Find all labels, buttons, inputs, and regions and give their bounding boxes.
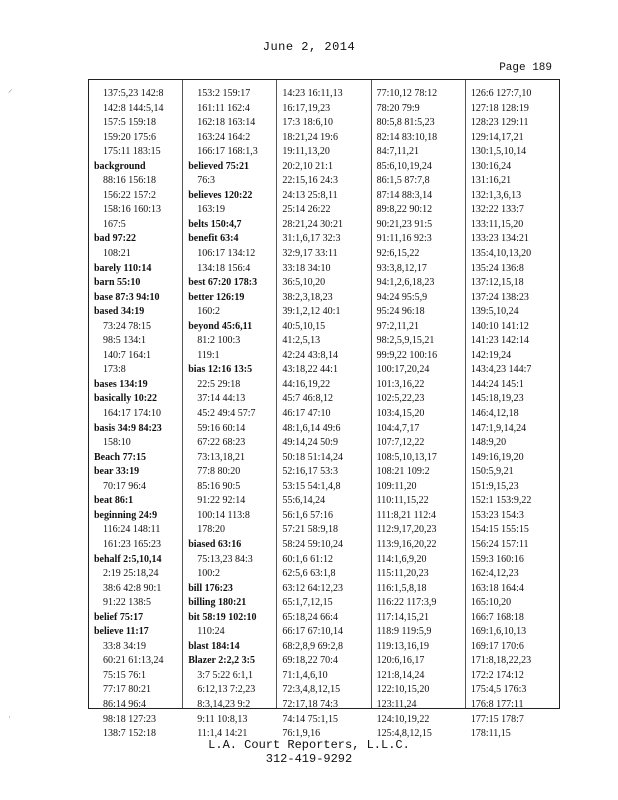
index-reference: 173:8 (103, 364, 126, 376)
index-reference: 103:4,15,20 (376, 408, 425, 420)
index-reference: 63:12 64:12,23 (282, 582, 343, 594)
index-reference: 65:18,24 66:4 (282, 611, 338, 623)
index-term: bear 33:19 (94, 466, 140, 478)
index-reference: 126:6 127:7,10 (470, 88, 532, 99)
index-reference: 57:21 58:9,18 (282, 524, 338, 536)
index-reference: 100:17,20,24 (376, 364, 430, 376)
index-reference: 141:23 142:14 (470, 335, 529, 347)
index-reference: 161:11 162:4 (197, 102, 250, 114)
index-reference: 43:18,22 44:1 (282, 364, 338, 376)
index-term: behalf 2:5,10,14 (94, 553, 162, 565)
index-reference: 60:1,6 61:12 (282, 553, 333, 565)
index-reference: 94:24 95:5,9 (376, 291, 428, 303)
index-reference: 123:11,24 (376, 698, 417, 710)
index-column-1 (89, 80, 183, 740)
index-reference: 133:23 134:21 (470, 233, 529, 245)
index-reference: 144:24 145:1 (470, 378, 524, 390)
index-term: believe 11:17 (94, 626, 149, 638)
index-reference: 98:5 134:1 (103, 335, 147, 347)
index-reference: 84:7,11,21 (376, 146, 420, 158)
index-reference: 50:18 51:14,24 (282, 451, 343, 463)
index-reference: 127:18 128:19 (470, 102, 529, 114)
index-reference: 90:21,23 91:5 (376, 218, 433, 230)
index-reference: 122:10,15,20 (376, 684, 430, 696)
index-reference: 93:3,8,12,17 (376, 262, 427, 274)
index-term: barely 110:14 (94, 262, 152, 274)
index-reference: 132:22 133:7 (470, 204, 524, 216)
scan-mark: ʿ (8, 715, 11, 725)
index-reference: 14:23 16:11,13 (282, 88, 343, 99)
index-reference: 53:15 54:1,4,8 (282, 480, 341, 492)
index-reference: 132:1,3,6,13 (470, 189, 522, 201)
index-reference: 110:24 (197, 626, 225, 638)
index-reference: 69:18,22 70:4 (282, 655, 338, 667)
index-reference: 38:6 42:8 90:1 (103, 582, 162, 594)
index-reference: 72:17,18 74:3 (282, 698, 338, 710)
index-reference: 45:2 49:4 57:7 (197, 408, 256, 420)
index-reference: 91:11,16 92:3 (376, 233, 432, 245)
index-reference: 117:14,15,21 (376, 611, 430, 623)
index-reference: 140:10 141:12 (470, 320, 529, 332)
index-reference: 77:17 80:21 (103, 684, 152, 696)
footer-phone: 312-419-9292 (265, 752, 353, 766)
index-reference: 159:3 160:16 (470, 553, 524, 565)
index-reference: 91:22 138:5 (103, 597, 152, 609)
transcript-date: June 2, 2014 (262, 40, 356, 54)
index-reference: 38:2,3,18,23 (282, 291, 333, 303)
index-column-5 (466, 80, 559, 740)
index-reference: 33:8 34:19 (103, 640, 147, 652)
index-reference: 48:1,6,14 49:6 (282, 422, 341, 434)
index-reference: 86:14 96:4 (103, 698, 147, 710)
index-reference: 148:9,20 (470, 437, 507, 449)
index-reference: 104:4,7,17 (376, 422, 420, 434)
index-reference: 2:19 25:18,24 (103, 568, 159, 580)
index-reference: 109:11,20 (376, 480, 417, 492)
index-reference: 107:7,12,22 (376, 437, 425, 449)
scan-mark: ⸝ (8, 84, 13, 94)
index-reference: 55:6,14,24 (282, 495, 326, 507)
index-term: base 87:3 94:10 (94, 291, 160, 303)
index-reference: 153:2 159:17 (197, 88, 251, 99)
index-reference: 32:9,17 33:11 (282, 248, 338, 260)
index-term: bases 134:19 (94, 378, 148, 390)
index-reference: 119:13,16,19 (376, 640, 430, 652)
index-reference: 8:3,14,23 9:2 (197, 698, 251, 710)
index-reference: 128:23 129:11 (470, 117, 529, 129)
index-reference: 19:11,13,20 (282, 146, 330, 158)
index-reference: 163:18 164:4 (470, 582, 524, 594)
index-reference: 169:1,6,10,13 (470, 626, 527, 638)
index-reference: 147:1,9,14,24 (470, 422, 527, 434)
index-term: believed 75:21 (188, 160, 250, 172)
index-reference: 20:2,10 21:1 (282, 160, 333, 172)
index-reference: 125:4,8,12,15 (376, 728, 432, 740)
index-reference: 70:17 96:4 (103, 480, 147, 492)
index-reference: 16:17,19,23 (282, 102, 331, 114)
index-reference: 175:4,5 176:3 (470, 684, 527, 696)
index-reference: 135:24 136:8 (470, 262, 524, 274)
index-reference: 169:17 170:6 (470, 640, 524, 652)
index-reference: 65:1,7,12,15 (282, 597, 333, 609)
index-reference: 49:14,24 50:9 (282, 437, 338, 449)
index-reference: 162:18 163:14 (197, 117, 256, 129)
index-reference: 91:22 92:14 (197, 495, 246, 507)
index-reference: 76:3 (197, 175, 215, 187)
index-reference: 44:16,19,22 (282, 378, 331, 390)
index-box (88, 79, 560, 740)
index-term: barn 55:10 (94, 277, 141, 289)
index-reference: 85:16 90:5 (197, 480, 241, 492)
index-reference: 124:10,19,22 (376, 713, 430, 725)
index-reference: 102:5,22,23 (376, 393, 425, 405)
index-reference: 72:3,4,8,12,15 (282, 684, 341, 696)
index-term: bill 176:23 (188, 582, 233, 594)
index-reference: 45:7 46:8,12 (282, 393, 333, 405)
index-reference: 162:4,12,23 (470, 568, 519, 580)
index-reference: 158:10 (103, 437, 131, 449)
index-reference: 22:15,16 24:3 (282, 175, 338, 187)
index-reference: 113:9,16,20,22 (376, 538, 437, 550)
index-reference: 33:18 34:10 (282, 262, 331, 274)
index-reference: 154:15 155:15 (470, 524, 529, 536)
index-reference: 25:14 26:22 (282, 204, 331, 216)
index-reference: 157:5 159:18 (103, 117, 157, 129)
index-term: best 67:20 178:3 (188, 277, 258, 289)
index-reference: 6:12,13 7:2,23 (197, 684, 256, 696)
index-reference: 82:14 83:10,18 (376, 131, 438, 143)
index-reference: 112:9,17,20,23 (376, 524, 437, 536)
index-reference: 17:3 18:6,10 (282, 117, 333, 129)
index-reference: 100:14 113:8 (197, 509, 250, 521)
index-reference: 150:5,9,21 (470, 466, 514, 478)
index-reference: 160:2 (197, 306, 220, 318)
index-term: beginning 24:9 (94, 509, 158, 521)
index-reference: 156:22 157:2 (103, 189, 157, 201)
index-reference: 135:4,10,13,20 (470, 248, 532, 260)
index-reference: 3:7 5:22 6:1,1 (197, 669, 254, 681)
index-reference: 42:24 43:8,14 (282, 349, 338, 361)
index-reference: 116:22 117:3,9 (376, 597, 437, 609)
index-reference: 137:12,15,18 (470, 277, 524, 289)
index-reference: 106:17 134:12 (197, 248, 256, 260)
index-reference: 138:7 152:18 (103, 728, 157, 740)
index-reference: 143:4,23 144:7 (470, 364, 532, 376)
index-reference: 111:8,21 112:4 (376, 509, 437, 521)
index-reference: 92:6,15,22 (376, 248, 420, 260)
index-reference: 165:10,20 (470, 597, 512, 609)
index-column-2 (183, 80, 277, 740)
index-reference: 171:8,18,22,23 (470, 655, 532, 667)
index-reference: 146:4,12,18 (470, 408, 519, 420)
index-reference: 46:17 47:10 (282, 408, 331, 420)
index-reference: 108:5,10,13,17 (376, 451, 437, 463)
footer-company: L.A. Court Reporters, L.L.C. (208, 738, 410, 752)
index-reference: 161:23 165:23 (103, 538, 162, 550)
index-term: better 126:19 (188, 291, 245, 303)
index-term: biased 63:16 (188, 538, 242, 550)
index-reference: 163:19 (197, 204, 225, 216)
index-term: bit 58:19 102:10 (188, 611, 257, 623)
index-reference: 52:16,17 53:3 (282, 466, 338, 478)
index-reference: 59:16 60:14 (197, 422, 246, 434)
index-term: based 34:19 (94, 306, 145, 318)
index-reference: 110:11,15,22 (376, 495, 429, 507)
index-reference: 153:23 154:3 (470, 509, 524, 521)
index-reference: 62:5,6 63:1,8 (282, 568, 336, 580)
index-reference: 37:14 44:13 (197, 393, 246, 405)
index-reference: 101:3,16,22 (376, 378, 425, 390)
index-reference: 39:1,2,12 40:1 (282, 306, 341, 318)
index-reference: 67:22 68:23 (197, 437, 246, 449)
index-reference: 41:2,5,13 (282, 335, 321, 347)
index-reference: 137:24 138:23 (470, 291, 529, 303)
index-reference: 71:1,4,6,10 (282, 669, 328, 681)
index-reference: 176:8 177:11 (470, 698, 524, 710)
index-reference: 172:2 174:12 (470, 669, 524, 681)
index-reference: 140:7 164:1 (103, 349, 152, 361)
page-number: Page 189 (499, 62, 552, 74)
index-reference: 85:6,10,19,24 (376, 160, 432, 172)
index-reference: 24:13 25:8,11 (282, 189, 338, 201)
index-reference: 18:21,24 19:6 (282, 131, 338, 143)
index-term: bias 12:16 13:5 (188, 364, 253, 376)
index-reference: 11:1,4 14:21 (197, 728, 248, 740)
index-reference: 133:11,15,20 (470, 218, 524, 230)
index-term: basically 10:22 (94, 393, 158, 405)
index-term: believes 120:22 (188, 189, 253, 201)
index-reference: 76:1,9,16 (282, 728, 321, 740)
index-reference: 86:1,5 87:7,8 (376, 175, 430, 187)
index-reference: 130:1,5,10,14 (470, 146, 527, 158)
index-reference: 116:24 148:11 (103, 524, 161, 536)
index-term: belief 75:17 (94, 611, 144, 623)
index-reference: 89:8,22 90:12 (376, 204, 433, 216)
index-reference: 114:1,6,9,20 (376, 553, 427, 565)
index-reference: 178:20 (197, 524, 225, 536)
index-reference: 77:8 80:20 (197, 466, 241, 478)
index-reference: 56:1,6 57:16 (282, 509, 333, 521)
index-reference: 166:17 168:1,3 (197, 146, 258, 158)
index-reference: 178:11,15 (470, 728, 511, 740)
index-term: beyond 45:6,11 (188, 320, 253, 332)
index-reference: 75:15 76:1 (103, 669, 147, 681)
index-reference: 177:15 178:7 (470, 713, 524, 725)
index-term: background (94, 160, 146, 172)
index-reference: 149:16,19,20 (470, 451, 524, 463)
index-reference: 120:6,16,17 (376, 655, 425, 667)
index-reference: 134:18 156:4 (197, 262, 251, 274)
index-reference: 9:11 10:8,13 (197, 713, 248, 725)
index-reference: 99:9,22 100:16 (376, 349, 438, 361)
index-reference: 142:8 144:5,14 (103, 102, 164, 114)
index-reference: 97:2,11,21 (376, 320, 420, 332)
index-reference: 66:17 67:10,14 (282, 626, 343, 638)
index-term: basis 34:9 84:23 (94, 422, 162, 434)
index-term: beat 86:1 (94, 495, 134, 507)
index-reference: 58:24 59:10,24 (282, 538, 343, 550)
index-term: belts 150:4,7 (188, 218, 242, 230)
index-reference: 108:21 109:2 (376, 466, 430, 478)
index-reference: 40:5,10,15 (282, 320, 326, 332)
index-reference: 22:5 29:18 (197, 378, 241, 390)
index-reference: 167:5 (103, 218, 126, 230)
index-reference: 166:7 168:18 (470, 611, 524, 623)
index-reference: 98:2,5,9,15,21 (376, 335, 435, 347)
index-reference: 142:19,24 (470, 349, 512, 361)
index-term: Blazer 2:2,2 3:5 (188, 655, 255, 667)
index-reference: 137:5,23 142:8 (103, 88, 164, 99)
index-reference: 68:2,8,9 69:2,8 (282, 640, 343, 652)
index-term: blast 184:14 (188, 640, 240, 652)
index-reference: 145:18,19,23 (470, 393, 524, 405)
index-reference: 121:8,14,24 (376, 669, 425, 681)
index-reference: 158:16 160:13 (103, 204, 162, 216)
index-reference: 175:11 183:15 (103, 146, 161, 158)
index-column-3 (277, 80, 371, 740)
index-term: billing 180:21 (188, 597, 247, 609)
index-reference: 156:24 157:11 (470, 538, 529, 550)
index-reference: 94:1,2,6,18,23 (376, 277, 435, 289)
index-reference: 36:5,10,20 (282, 277, 326, 289)
index-reference: 77:10,12 78:12 (376, 88, 438, 99)
index-reference: 80:5,8 81:5,23 (376, 117, 435, 129)
index-reference: 78:20 79:9 (376, 102, 420, 114)
index-reference: 75:13,23 84:3 (197, 553, 253, 565)
index-reference: 81:2 100:3 (197, 335, 241, 347)
index-term: benefit 63:4 (188, 233, 239, 245)
index-reference: 31:1,6,17 32:3 (282, 233, 341, 245)
index-reference: 100:2 (197, 568, 220, 580)
index-reference: 164:17 174:10 (103, 408, 162, 420)
index-reference: 73:24 78:15 (103, 320, 152, 332)
index-reference: 60:21 61:13,24 (103, 655, 164, 667)
index-reference: 152:1 153:9,22 (470, 495, 532, 507)
index-reference: 131:16,21 (470, 175, 512, 187)
index-reference: 130:16,24 (470, 160, 512, 172)
index-reference: 119:1 (197, 349, 220, 361)
index-reference: 74:14 75:1,15 (282, 713, 338, 725)
index-reference: 129:14,17,21 (470, 131, 524, 143)
index-reference: 88:16 156:18 (103, 175, 157, 187)
index-reference: 108:21 (103, 248, 131, 260)
index-reference: 159:20 175:6 (103, 131, 157, 143)
index-reference: 118:9 119:5,9 (376, 626, 432, 638)
index-reference: 151:9,15,23 (470, 480, 519, 492)
index-column-4 (372, 80, 466, 740)
index-reference: 73:13,18,21 (197, 451, 245, 463)
index-term: bad 97:22 (94, 233, 136, 245)
index-reference: 87:14 88:3,14 (376, 189, 433, 201)
index-term: Beach 77:15 (94, 451, 146, 463)
index-reference: 98:18 127:23 (103, 713, 157, 725)
index-reference: 95:24 96:18 (376, 306, 425, 318)
index-reference: 28:21,24 30:21 (282, 218, 343, 230)
index-reference: 163:24 164:2 (197, 131, 251, 143)
index-reference: 139:5,10,24 (470, 306, 519, 318)
index-reference: 116:1,5,8,18 (376, 582, 427, 594)
index-reference: 115:11,20,23 (376, 568, 429, 580)
